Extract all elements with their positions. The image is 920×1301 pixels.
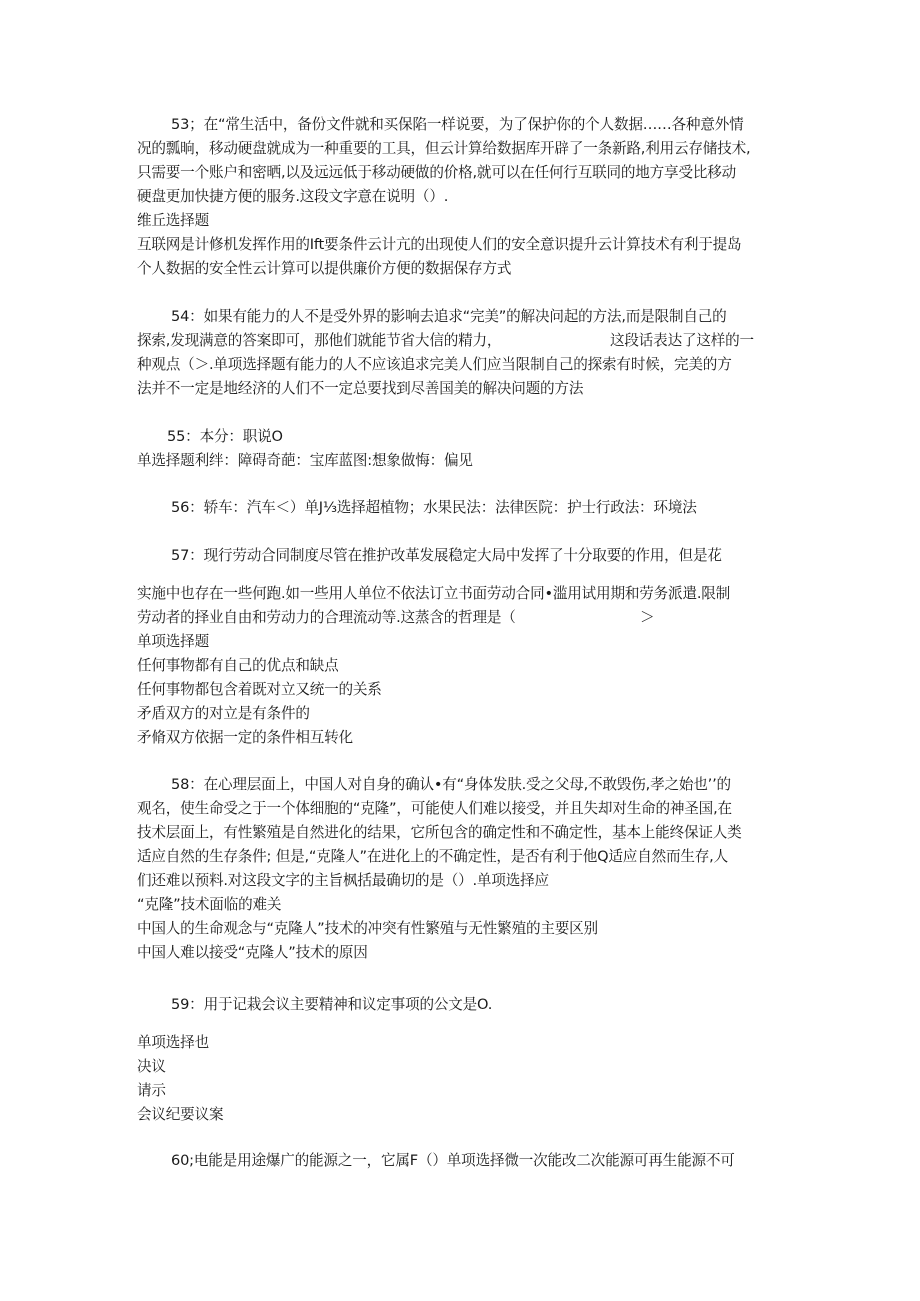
q58-line-5: 们还难以预料.对这段文字的主旨枫括最确切的是（）.单项选择应 bbox=[137, 872, 549, 889]
q58-option-2: 中国人的生命观念与“克隆人”技术的冲突有性繁殖与无性繁殖的主要区别 bbox=[137, 920, 598, 937]
q57-type-label: 单项选择题 bbox=[137, 633, 209, 650]
q53-options-line-2: 个人数据的安全性云计算可以提供廉价方便的数据保存方式 bbox=[137, 260, 512, 277]
q57-option-3: 矛盾双方的对立是有条件的 bbox=[137, 705, 310, 722]
q54-line-3: 种观点（＞.单项选择题有能力的人不应该追求完美人们应当限制自己的探索有时候，完美的方 bbox=[137, 356, 732, 373]
q58-line-2: 观名，使生命受之于一个体细胞的“克隆”，可能使人们难以接受，并且失却对生命的神圣国,在 bbox=[137, 800, 732, 817]
q55-line-1: 55：本分：职说O bbox=[167, 428, 283, 445]
q57-option-4: 矛脩双方依据一定的条件相互转化 bbox=[137, 729, 353, 746]
q57-option-2: 任何事物都包含着既对立又统一的关系 bbox=[137, 681, 382, 698]
q59-line-1: 59：用于记栽会议主要精神和议定事项的公文是O. bbox=[171, 996, 493, 1013]
q58-option-3: 中国人难以接受“克隆人”技术的原因 bbox=[137, 944, 368, 961]
q59-type-label: 单项选择也 bbox=[137, 1034, 209, 1051]
q59-option-1: 决议 bbox=[137, 1058, 166, 1075]
q53-line-4: 硬盘更加快捷方便的服务.这段文字意在说明（）. bbox=[137, 188, 449, 205]
q54-line-1: 54：如果有能力的人不是受外界的影响去追求“完美”的解决问起的方法,而是限制自己的 bbox=[171, 308, 727, 325]
q55-line-2: 单选择题利绊：障碍奇葩：宝库蓝图:想象做悔：偏见 bbox=[137, 452, 473, 469]
q54-line-4: 法并不一定是地经济的人们不一定总要找到尽善国美的解决问题的方法 bbox=[137, 380, 584, 397]
q54-line-2: 探索,发现满意的答案即可，那他们就能节省大信的精力， bbox=[137, 332, 502, 349]
q58-line-4: 适应自然的生存条件; 但是,“克隆人”在进化上的不确定性，是否有利于他Q适应自然而生存,人 bbox=[137, 848, 729, 865]
q53-type-label: 维丘选择题 bbox=[137, 212, 209, 229]
q53-line-1: 53；在“常生活中，备份文件就和买保陷一样说要，为了保护你的个人数据……各种意外情 bbox=[171, 116, 744, 133]
q54-line-2-tail: 这段话表达了这样的一 bbox=[610, 332, 754, 349]
q58-option-1: “克隆”技术面临的难关 bbox=[137, 896, 282, 913]
q59-option-2: 请示 bbox=[137, 1082, 166, 1099]
q53-line-3: 只需要一个账户和密晒,以及远远低于移动硬做的价格,就可以在任何行互联同的地方享受比移动 bbox=[137, 164, 737, 181]
q60-line-1: 60;电能是用途爆广的能源之一，它属F（）单项选择微一次能改二次能源可再生能源不可 bbox=[171, 1152, 735, 1169]
q59-option-3: 会议纪要议案 bbox=[137, 1106, 224, 1123]
q53-line-2: 况的瓢晌，移动硬盘就成为一种重要的工具，但云计算给数据库开辟了一条新路,利用云存储技术, bbox=[137, 140, 751, 157]
q57-line-1: 57：现行劳动合同制度尽管在推护改革发展稳定大局中发挥了十分取要的作用，但是花 bbox=[171, 547, 722, 564]
q57-option-1: 任何事物都有自己的优点和缺点 bbox=[137, 657, 339, 674]
q53-options-line-1: 互联网是计修机发挥作用的Ift要条件云计亢的出现使人们的安全意识提升云计算技术有利于提岛 bbox=[137, 236, 742, 253]
q56-line-1: 56：轿车：汽车＜）单J⅓选择超植物；水果民法：法律医院：护士行政法：环境法 bbox=[171, 499, 697, 516]
q57-line-2: 实施中也存在一些何跑.如一些用人单位不依法订立书面劳动合同•滥用试用期和劳务派遣.限制 bbox=[137, 585, 731, 602]
q58-line-3: 技术层面上，有性繁殖是自然进化的结果，它所包含的确定性和不确定性，基本上能终保证人类 bbox=[137, 824, 742, 841]
q58-line-1: 58：在心理层面上，中国人对自身的确认•有“身体发肤.受之父母,不敢毁伤,孝之始也’’的 bbox=[171, 776, 731, 793]
q57-line-3-tail: ＞ bbox=[640, 609, 655, 626]
q57-line-3: 劳动者的择业自由和劳动力的合理流动等.这蒸含的哲理是（ bbox=[137, 609, 516, 626]
